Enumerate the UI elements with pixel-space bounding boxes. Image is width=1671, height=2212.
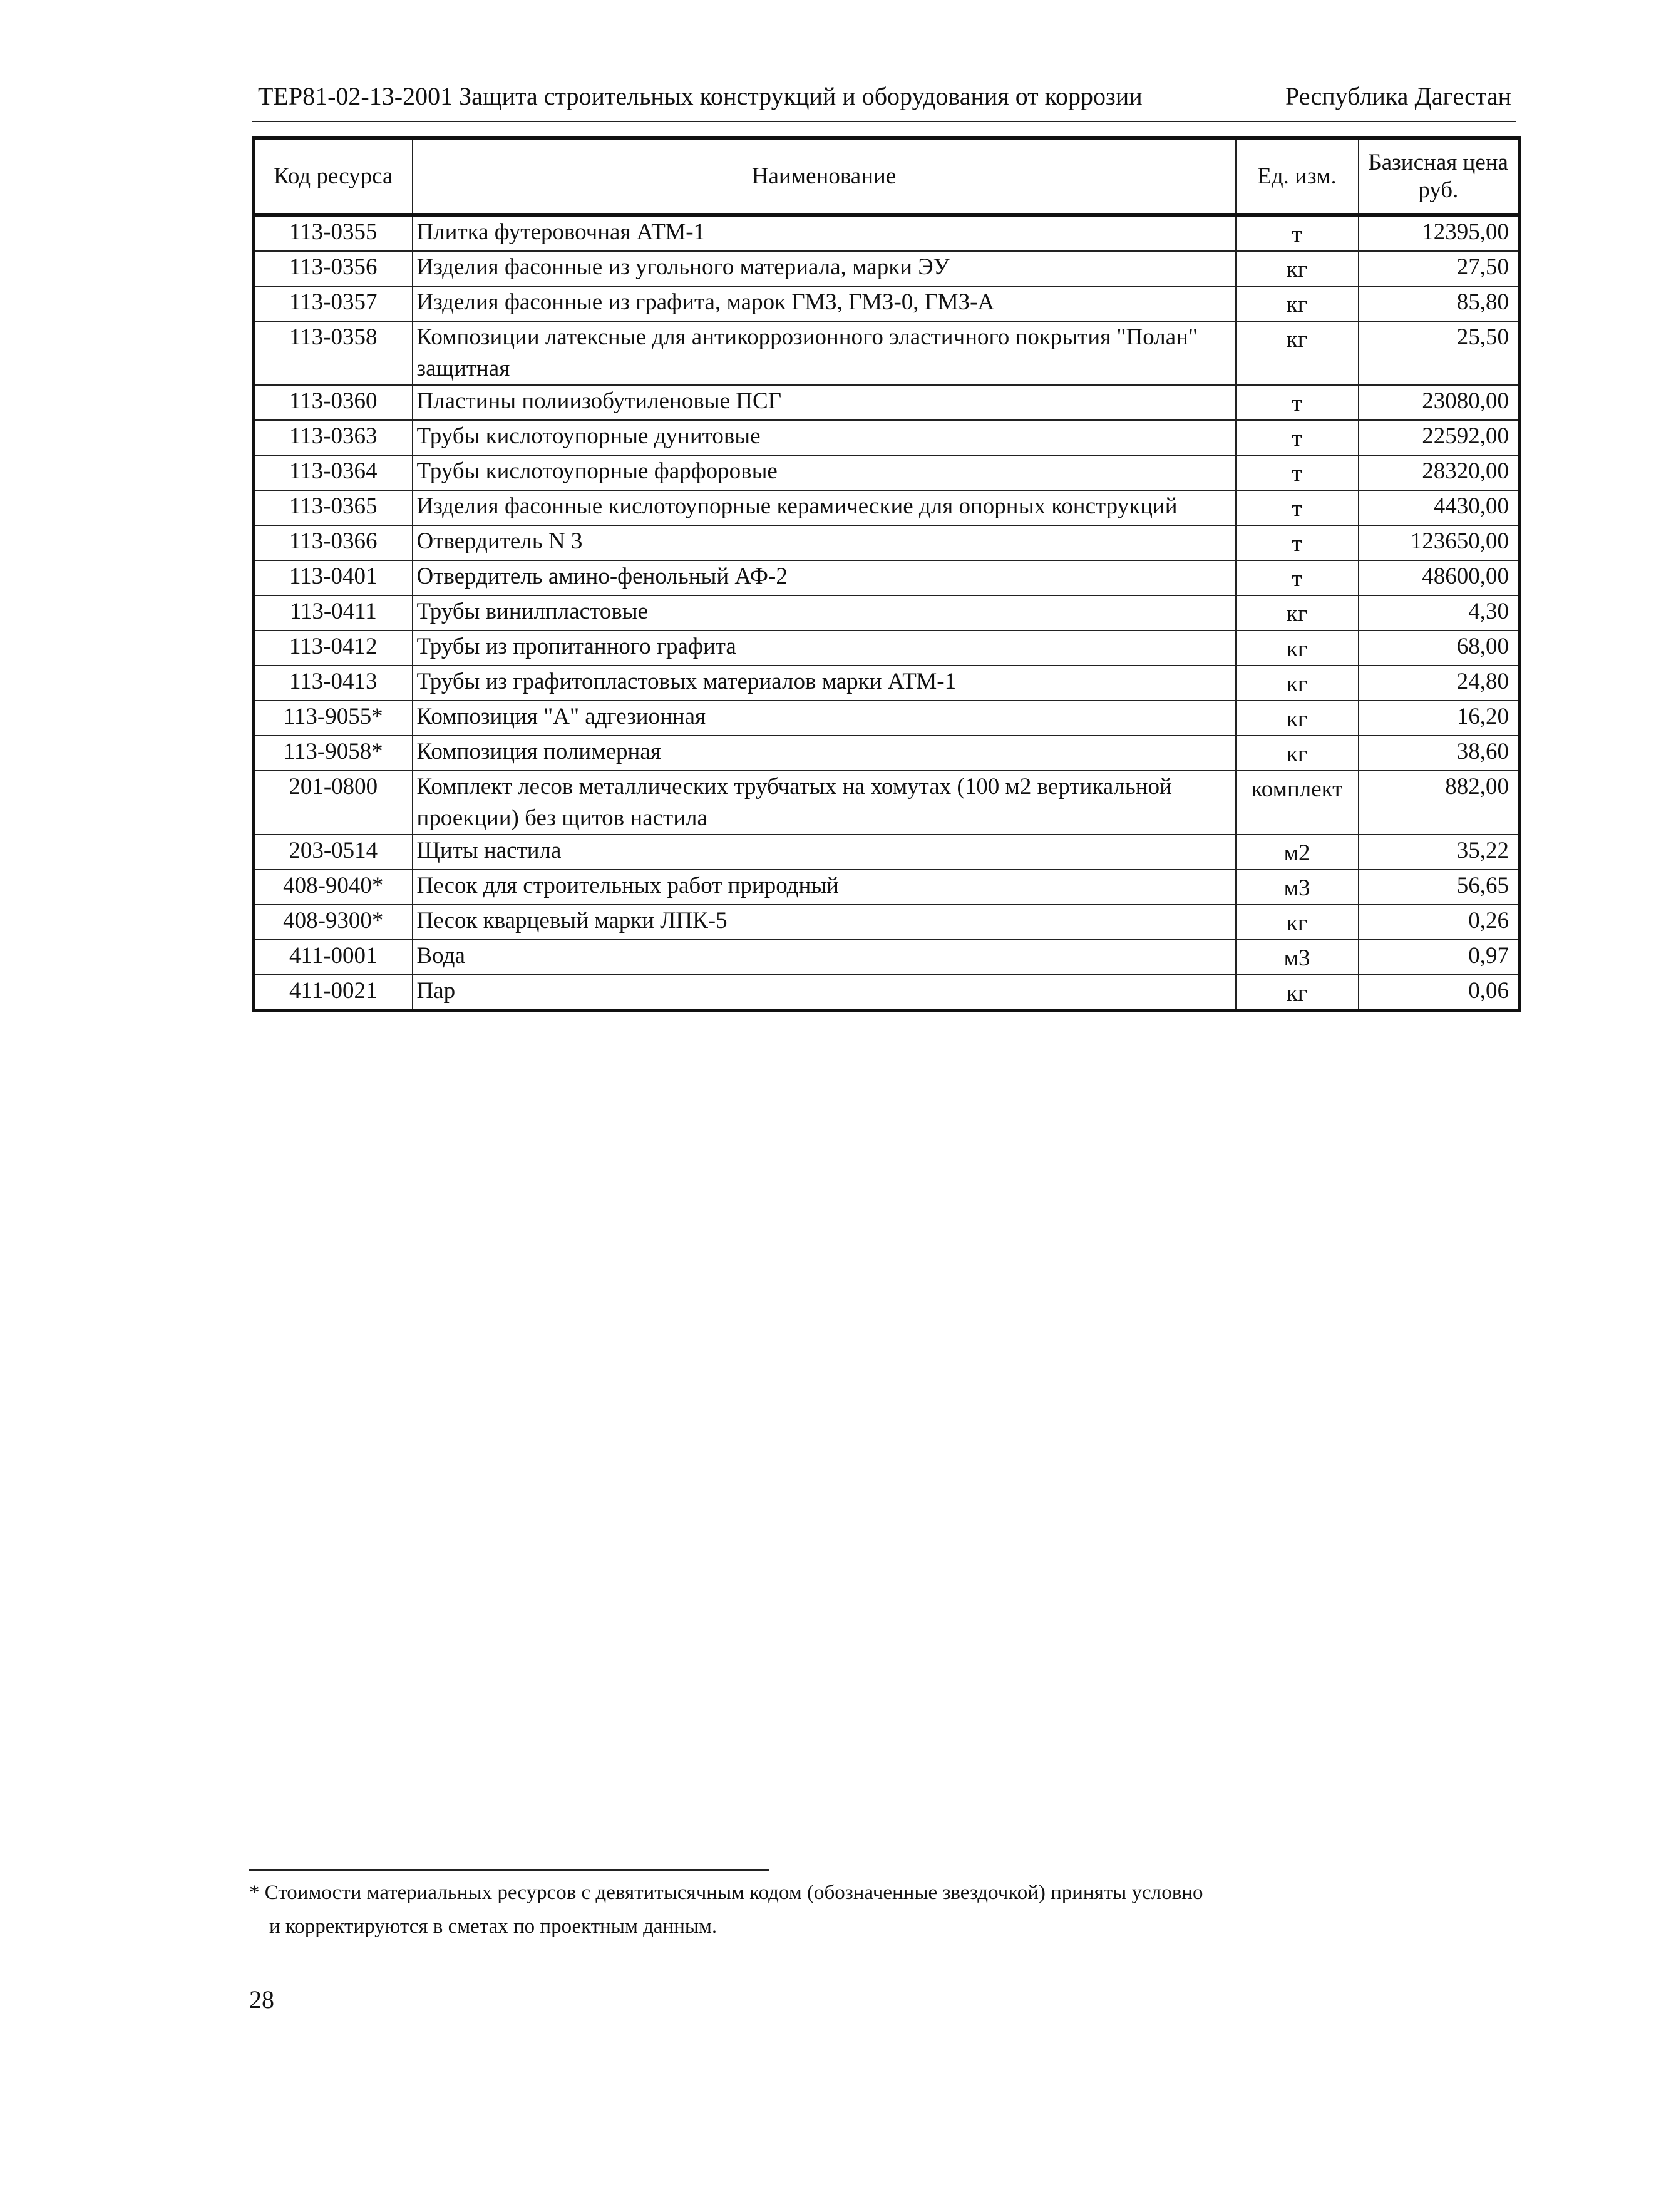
table-row — [254, 630, 1519, 666]
cell-unit: т — [1236, 455, 1359, 490]
column-header-unit: Ед. изм. — [1236, 138, 1359, 215]
table-row — [254, 490, 1519, 525]
cell-name: Изделия фасонные кислотоупорные керамические для опорных конструкций — [413, 490, 1236, 525]
cell-code: 113-0363 — [254, 420, 413, 455]
resource-price-table — [252, 136, 1521, 1012]
column-header-name: Наименование — [413, 138, 1236, 215]
cell-code: 113-0365 — [254, 490, 413, 525]
cell-code: 113-0411 — [254, 595, 413, 630]
header-divider — [252, 121, 1516, 122]
cell-unit: кг — [1236, 286, 1359, 321]
cell-name: Вода — [413, 940, 1236, 975]
table-row — [254, 560, 1519, 595]
cell-price: 28320,00 — [1359, 455, 1519, 490]
table-row — [254, 771, 1519, 835]
cell-code: 113-0355 — [254, 215, 413, 252]
cell-unit: кг — [1236, 595, 1359, 630]
cell-price: 123650,00 — [1359, 525, 1519, 560]
cell-code: 113-0360 — [254, 385, 413, 420]
cell-name: Щиты настила — [413, 835, 1236, 870]
table-row — [254, 420, 1519, 455]
cell-price: 48600,00 — [1359, 560, 1519, 595]
cell-price: 16,20 — [1359, 701, 1519, 736]
cell-price: 0,26 — [1359, 905, 1519, 940]
footnote-divider — [249, 1869, 769, 1871]
cell-unit: т — [1236, 385, 1359, 420]
cell-name: Пластины полиизобутиленовые ПСГ — [413, 385, 1236, 420]
cell-code: 113-0356 — [254, 251, 413, 286]
cell-code: 201-0800 — [254, 771, 413, 835]
cell-code: 113-0413 — [254, 666, 413, 701]
cell-code: 113-9055* — [254, 701, 413, 736]
table-row — [254, 525, 1519, 560]
cell-unit: т — [1236, 490, 1359, 525]
cell-code: 113-9058* — [254, 736, 413, 771]
column-header-price: Базисная цена руб. — [1359, 138, 1519, 215]
cell-name: Пар — [413, 975, 1236, 1011]
cell-unit: кг — [1236, 251, 1359, 286]
cell-unit: т — [1236, 420, 1359, 455]
table-row — [254, 905, 1519, 940]
cell-name: Трубы из пропитанного графита — [413, 630, 1236, 666]
cell-price: 22592,00 — [1359, 420, 1519, 455]
cell-unit: м2 — [1236, 835, 1359, 870]
column-header-code: Код ресурса — [254, 138, 413, 215]
cell-code: 113-0366 — [254, 525, 413, 560]
table-row — [254, 940, 1519, 975]
cell-price: 23080,00 — [1359, 385, 1519, 420]
table-row — [254, 321, 1519, 385]
cell-name: Песок для строительных работ природный — [413, 870, 1236, 905]
table-row — [254, 455, 1519, 490]
table-row — [254, 870, 1519, 905]
cell-unit: т — [1236, 215, 1359, 252]
page-number: 28 — [249, 1985, 274, 2014]
cell-price: 68,00 — [1359, 630, 1519, 666]
cell-unit: м3 — [1236, 870, 1359, 905]
cell-unit: т — [1236, 525, 1359, 560]
table-row — [254, 595, 1519, 630]
table-row — [254, 666, 1519, 701]
cell-code: 203-0514 — [254, 835, 413, 870]
cell-name: Изделия фасонные из графита, марок ГМЗ, ГМЗ-0, ГМЗ-А — [413, 286, 1236, 321]
cell-code: 113-0358 — [254, 321, 413, 385]
cell-unit: кг — [1236, 666, 1359, 701]
cell-unit: кг — [1236, 905, 1359, 940]
cell-name: Изделия фасонные из угольного материала, марки ЭУ — [413, 251, 1236, 286]
cell-price: 12395,00 — [1359, 215, 1519, 252]
table-header-row — [254, 138, 1519, 215]
region-label: Республика Дагестан — [1285, 82, 1511, 110]
cell-name: Композиция полимерная — [413, 736, 1236, 771]
footnote-line-2: и корректируются в сметах по проектным данным. — [269, 1915, 717, 1938]
cell-name: Отвердитель N 3 — [413, 525, 1236, 560]
cell-price: 85,80 — [1359, 286, 1519, 321]
cell-price: 24,80 — [1359, 666, 1519, 701]
footnote — [249, 1876, 1276, 1943]
cell-code: 113-0357 — [254, 286, 413, 321]
footnote-line-1: * Стоимости материальных ресурсов с девятитысячным кодом (обозначенные звездочкой) приняты условно — [249, 1881, 1203, 1904]
cell-name: Композиции латексные для антикоррозионного эластичного покрытия "Полан" защитная — [413, 321, 1236, 385]
document-title: ТЕР81-02-13-2001 Защита строительных конструкций и оборудования от коррозии — [258, 82, 1143, 110]
cell-price: 0,97 — [1359, 940, 1519, 975]
table-row — [254, 975, 1519, 1011]
cell-unit: кг — [1236, 630, 1359, 666]
table-row — [254, 251, 1519, 286]
table-row — [254, 736, 1519, 771]
cell-code: 113-0401 — [254, 560, 413, 595]
cell-code: 411-0021 — [254, 975, 413, 1011]
table-body — [254, 215, 1519, 1011]
cell-unit: м3 — [1236, 940, 1359, 975]
cell-unit: кг — [1236, 321, 1359, 385]
cell-code: 408-9300* — [254, 905, 413, 940]
cell-code: 408-9040* — [254, 870, 413, 905]
cell-unit: комплект — [1236, 771, 1359, 835]
cell-name: Трубы кислотоупорные дунитовые — [413, 420, 1236, 455]
cell-name: Композиция "А" адгезионная — [413, 701, 1236, 736]
cell-price: 882,00 — [1359, 771, 1519, 835]
cell-code: 113-0364 — [254, 455, 413, 490]
cell-name: Трубы кислотоупорные фарфоровые — [413, 455, 1236, 490]
table-row — [254, 215, 1519, 252]
cell-code: 411-0001 — [254, 940, 413, 975]
cell-price: 38,60 — [1359, 736, 1519, 771]
table-row — [254, 835, 1519, 870]
cell-price: 0,06 — [1359, 975, 1519, 1011]
cell-price: 4,30 — [1359, 595, 1519, 630]
cell-unit: т — [1236, 560, 1359, 595]
cell-unit: кг — [1236, 975, 1359, 1011]
cell-name: Комплект лесов металлических трубчатых на хомутах (100 м2 вертикальной проекции) без щитов настила — [413, 771, 1236, 835]
cell-name: Плитка футеровочная АТМ-1 — [413, 215, 1236, 252]
page-header — [252, 81, 1516, 119]
cell-name: Песок кварцевый марки ЛПК-5 — [413, 905, 1236, 940]
cell-price: 27,50 — [1359, 251, 1519, 286]
cell-price: 4430,00 — [1359, 490, 1519, 525]
cell-price: 25,50 — [1359, 321, 1519, 385]
cell-name: Отвердитель амино-фенольный АФ-2 — [413, 560, 1236, 595]
table-row — [254, 286, 1519, 321]
cell-unit: кг — [1236, 736, 1359, 771]
cell-price: 56,65 — [1359, 870, 1519, 905]
table-row — [254, 701, 1519, 736]
cell-name: Трубы винилпластовые — [413, 595, 1236, 630]
table-row — [254, 385, 1519, 420]
cell-code: 113-0412 — [254, 630, 413, 666]
cell-name: Трубы из графитопластовых материалов марки АТМ-1 — [413, 666, 1236, 701]
cell-unit: кг — [1236, 701, 1359, 736]
cell-price: 35,22 — [1359, 835, 1519, 870]
